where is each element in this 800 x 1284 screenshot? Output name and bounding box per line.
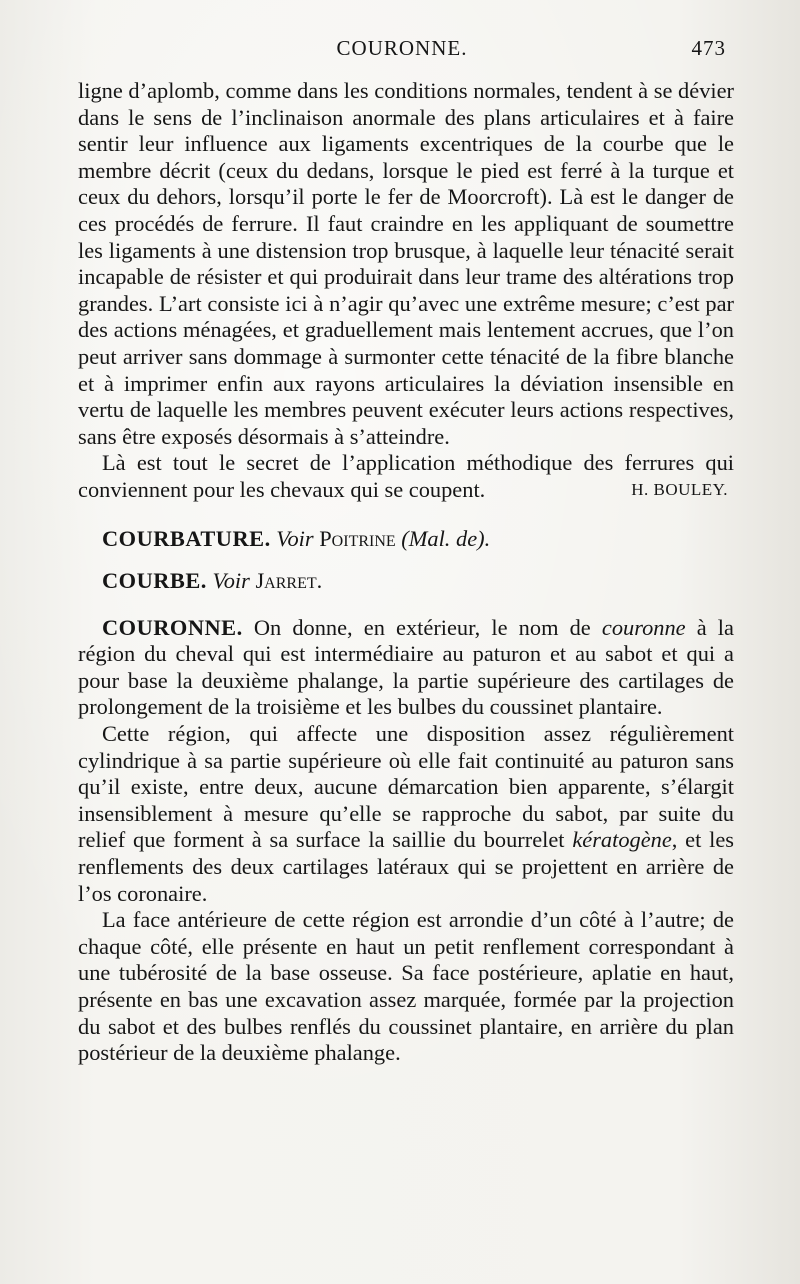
cross-reference-target: Poitrine (319, 525, 396, 551)
running-title: COURONNE. (336, 36, 468, 60)
paragraph-region-description (78, 721, 734, 907)
paragraph-text: Cette région, qui affecte une disposition assez régulièrement cylindrique à sa partie supérieure où elle fait continuité au paturon sans qu’il existe, entre deux, aucune démarcation bien apparente, s’élargit insensiblement à mesure qu’elle se rapproche du sabot, par suite du relief que forment à sa surface la saillie du bourrelet (78, 721, 734, 853)
cross-reference-target: Jarret. (255, 568, 323, 594)
entry-courbature (78, 526, 734, 553)
cross-reference-qualifier: (Mal. de). (401, 525, 491, 551)
entry-italic-term: couronne (601, 614, 686, 640)
entry-headword: COURBATURE. (102, 525, 271, 551)
entry-headword: COURBE. (102, 568, 207, 594)
entry-headword: COURONNE. (102, 614, 243, 640)
entry-courbe (78, 568, 734, 595)
page-number: 473 (691, 36, 726, 60)
body-text (78, 78, 734, 1067)
paragraph-anterior-face (78, 907, 734, 1067)
paragraph-text: , et les renflements des deux cartilages latéraux qui se projettent en arrière de l’os coronaire. (78, 827, 734, 906)
author-signature: H. BOULEY. (631, 479, 728, 499)
entry-text: On donne, en extérieur, le nom de (253, 614, 591, 640)
entry-text: à la région du cheval qui est intermédiaire au paturon et au sabot et qui a pour base la deuxième phalange, la partie supérieure des cartilages de prolongement de la troisième et les bulbes du coussinet plantaire. (78, 614, 734, 720)
paragraph-text: ligne d’aplomb, comme dans les conditions normales, tendent à se dévier dans le sens de l’inclinaison anormale des plans articulaires et à faire sentir leur influence aux ligaments excentriques de la courbe que le membre décrit (ceux du dedans, lorsque le pied est ferré à la turque et ceux du dehors, lorsqu’il porte le fer de Moorcroft). Là est le danger de ces procédés de ferrure. Il faut craindre en les appliquant de soumettre les ligaments à une distension trop brusque, à laquelle leur ténacité serait incapable de résister et qui produirait dans leur trame des altérations trop grandes. L’art consiste ici à n’agir qu’avec une extrême mesure; c’est par des actions ménagées, et graduellement mais lentement accrues, que l’on peut arriver sans dommage à surmonter cette ténacité de la fibre blanche et à imprimer enfin aux rayons articulaires la déviation insensible en vertu de laquelle les membres peuvent exécuter leurs actions respectives, sans être exposés désormais à s’atteindre. (78, 78, 734, 449)
paragraph-text: La face antérieure de cette région est arrondie d’un côté à l’autre; de chaque côté, elle présente en haut un petit renflement correspondant à une tubérosité de la base osseuse. Sa face postérieure, aplatie en haut, présente en bas une excavation assez marquée, formée par la projection du sabot et des bulbes renflés du coussinet plantaire, en arrière du plan postérieur de la deuxième phalange. (78, 907, 734, 1066)
paragraph-text: Là est tout le secret de l’application méthodique des ferrures qui conviennent pour les chevaux qui se coupent. (78, 450, 734, 502)
cross-reference-voir: Voir (276, 525, 314, 551)
paragraph-conclusion (78, 450, 734, 503)
paragraph-continuation (78, 78, 734, 450)
entry-couronne (78, 615, 734, 721)
cross-reference-voir: Voir (212, 568, 250, 594)
page-header (78, 36, 726, 66)
italic-term: kératogène (572, 827, 672, 853)
